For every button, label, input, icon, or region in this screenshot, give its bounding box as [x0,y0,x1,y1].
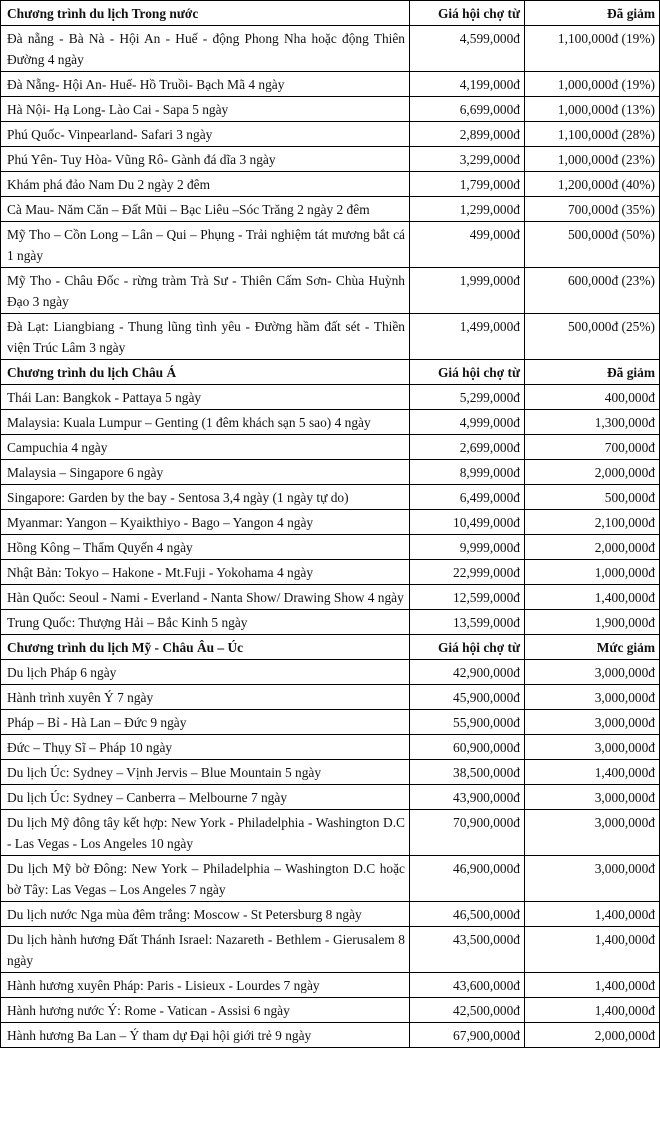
tour-name-cell: Nhật Bản: Tokyo – Hakone - Mt.Fuji - Yokohama 4 ngày [1,560,410,585]
tour-name-cell: Trung Quốc: Thượng Hải – Bắc Kinh 5 ngày [1,610,410,635]
table-row [1,460,660,485]
tour-name-cell: Phú Quốc- Vinpearland- Safari 3 ngày [1,122,410,147]
tour-name-cell: Du lịch Úc: Sydney – Canberra – Melbourne 7 ngày [1,785,410,810]
tour-name-cell: Đà Nẵng- Hội An- Huế- Hồ Truồi- Bạch Mã 4 ngày [1,72,410,97]
fair-price-cell: 55,900,000đ [410,710,525,735]
table-row [1,147,660,172]
tour-name-cell: Đức – Thụy Sĩ – Pháp 10 ngày [1,735,410,760]
discount-cell: 1,200,000đ (40%) [525,172,660,197]
discount-cell: 3,000,000đ [525,785,660,810]
table-row [1,585,660,610]
fair-price-cell: 43,500,000đ [410,927,525,973]
table-row [1,685,660,710]
discount-cell: 1,000,000đ [525,560,660,585]
tour-name-cell: Mỹ Tho – Cồn Long – Lân – Qui – Phụng - Trải nghiệm tát mương bắt cá 1 ngày [1,222,410,268]
discount-cell: 1,400,000đ [525,585,660,610]
table-row [1,973,660,998]
discount-cell: 2,100,000đ [525,510,660,535]
section-header-row [1,1,660,26]
fair-price-cell: 1,799,000đ [410,172,525,197]
price-column-header: Giá hội chợ từ [410,1,525,26]
fair-price-cell: 22,999,000đ [410,560,525,585]
table-row [1,97,660,122]
discount-cell: 3,000,000đ [525,810,660,856]
discount-cell: 1,300,000đ [525,410,660,435]
tour-name-cell: Singapore: Garden by the bay - Sentosa 3,4 ngày (1 ngày tự do) [1,485,410,510]
tour-name-cell: Du lịch Úc: Sydney – Vịnh Jervis – Blue Mountain 5 ngày [1,760,410,785]
discount-cell: 700,000đ (35%) [525,197,660,222]
fair-price-cell: 12,599,000đ [410,585,525,610]
discount-cell: 1,900,000đ [525,610,660,635]
table-row [1,735,660,760]
fair-price-cell: 45,900,000đ [410,685,525,710]
section-title: Chương trình du lịch Châu Á [1,360,410,385]
section-header-row [1,635,660,660]
tour-name-cell: Hành hương nước Ý: Rome - Vatican - Assisi 6 ngày [1,998,410,1023]
tour-name-cell: Hà Nội- Hạ Long- Lào Cai - Sapa 5 ngày [1,97,410,122]
discount-cell: 400,000đ [525,385,660,410]
fair-price-cell: 2,699,000đ [410,435,525,460]
tour-table-body [1,1,660,1048]
fair-price-cell: 6,699,000đ [410,97,525,122]
fair-price-cell: 38,500,000đ [410,760,525,785]
tour-name-cell: Hành trình xuyên Ý 7 ngày [1,685,410,710]
discount-cell: 3,000,000đ [525,660,660,685]
price-column-header: Giá hội chợ từ [410,635,525,660]
discount-cell: 3,000,000đ [525,685,660,710]
discount-cell: 1,400,000đ [525,973,660,998]
discount-cell: 2,000,000đ [525,1023,660,1048]
discount-cell: 1,400,000đ [525,760,660,785]
discount-column-header: Đã giảm [525,1,660,26]
table-row [1,760,660,785]
discount-cell: 1,000,000đ (19%) [525,72,660,97]
fair-price-cell: 1,299,000đ [410,197,525,222]
fair-price-cell: 10,499,000đ [410,510,525,535]
table-row [1,385,660,410]
tour-name-cell: Cà Mau- Năm Căn – Đất Mũi – Bạc Liêu –Sóc Trăng 2 ngày 2 đêm [1,197,410,222]
table-row [1,122,660,147]
fair-price-cell: 4,199,000đ [410,72,525,97]
price-column-header: Giá hội chợ từ [410,360,525,385]
tour-name-cell: Du lịch hành hương Đất Thánh Israel: Nazareth - Bethlem - Gierusalem 8 ngày [1,927,410,973]
table-row [1,72,660,97]
discount-cell: 3,000,000đ [525,856,660,902]
table-row [1,197,660,222]
table-row [1,172,660,197]
tour-name-cell: Thái Lan: Bangkok - Pattaya 5 ngày [1,385,410,410]
table-row [1,927,660,973]
table-row [1,268,660,314]
table-row [1,510,660,535]
discount-cell: 600,000đ (23%) [525,268,660,314]
tour-name-cell: Myanmar: Yangon – Kyaikthiyo - Bago – Yangon 4 ngày [1,510,410,535]
discount-cell: 3,000,000đ [525,735,660,760]
table-row [1,26,660,72]
fair-price-cell: 42,900,000đ [410,660,525,685]
tour-name-cell: Mỹ Tho - Châu Đốc - rừng tràm Trà Sư - Thiên Cấm Sơn- Chùa Huỳnh Đạo 3 ngày [1,268,410,314]
fair-price-cell: 8,999,000đ [410,460,525,485]
fair-price-cell: 2,899,000đ [410,122,525,147]
discount-cell: 500,000đ (25%) [525,314,660,360]
tour-name-cell: Du lịch Mỹ đông tây kết hợp: New York - Philadelphia - Washington D.C - Las Vegas - Los Angeles 10 ngày [1,810,410,856]
tour-name-cell: Pháp – Bỉ - Hà Lan – Đức 9 ngày [1,710,410,735]
table-row [1,485,660,510]
discount-cell: 500,000đ [525,485,660,510]
fair-price-cell: 1,999,000đ [410,268,525,314]
section-title: Chương trình du lịch Mỹ - Châu Âu – Úc [1,635,410,660]
table-row [1,560,660,585]
fair-price-cell: 5,299,000đ [410,385,525,410]
fair-price-cell: 499,000đ [410,222,525,268]
fair-price-cell: 43,600,000đ [410,973,525,998]
fair-price-cell: 43,900,000đ [410,785,525,810]
fair-price-cell: 67,900,000đ [410,1023,525,1048]
fair-price-cell: 60,900,000đ [410,735,525,760]
tour-name-cell: Du lịch nước Nga mùa đêm trắng: Moscow - St Petersburg 8 ngày [1,902,410,927]
tour-name-cell: Malaysia – Singapore 6 ngày [1,460,410,485]
tour-name-cell: Malaysia: Kuala Lumpur – Genting (1 đêm khách sạn 5 sao) 4 ngày [1,410,410,435]
table-row [1,610,660,635]
discount-column-header: Đã giảm [525,360,660,385]
table-row [1,435,660,460]
tour-name-cell: Du lịch Pháp 6 ngày [1,660,410,685]
tour-name-cell: Du lịch Mỹ bờ Đông: New York – Philadelphia – Washington D.C hoặc bờ Tây: Las Vegas – Los Angeles 7 ngày [1,856,410,902]
table-row [1,856,660,902]
discount-cell: 500,000đ (50%) [525,222,660,268]
tour-name-cell: Campuchia 4 ngày [1,435,410,460]
discount-column-header: Mức giảm [525,635,660,660]
discount-cell: 1,400,000đ [525,927,660,973]
tour-name-cell: Phú Yên- Tuy Hòa- Vũng Rô- Gành đá dĩa 3 ngày [1,147,410,172]
table-row [1,710,660,735]
table-row [1,810,660,856]
section-header-row [1,360,660,385]
tour-name-cell: Đà Lạt: Liangbiang - Thung lũng tình yêu - Đường hầm đất sét - Thiền viện Trúc Lâm 3 ngày [1,314,410,360]
discount-cell: 1,400,000đ [525,998,660,1023]
discount-cell: 1,400,000đ [525,902,660,927]
fair-price-cell: 1,499,000đ [410,314,525,360]
fair-price-cell: 46,900,000đ [410,856,525,902]
table-row [1,902,660,927]
table-row [1,785,660,810]
fair-price-cell: 4,999,000đ [410,410,525,435]
tour-name-cell: Hàn Quốc: Seoul - Nami - Everland - Nanta Show/ Drawing Show 4 ngày [1,585,410,610]
tour-name-cell: Hành hương xuyên Pháp: Paris - Lisieux - Lourdes 7 ngày [1,973,410,998]
tour-name-cell: Khám phá đảo Nam Du 2 ngày 2 đêm [1,172,410,197]
tour-name-cell: Đà nẵng - Bà Nà - Hội An - Huế - động Phong Nha hoặc động Thiên Đường 4 ngày [1,26,410,72]
fair-price-cell: 6,499,000đ [410,485,525,510]
discount-cell: 700,000đ [525,435,660,460]
section-title: Chương trình du lịch Trong nước [1,1,410,26]
fair-price-cell: 9,999,000đ [410,535,525,560]
fair-price-cell: 46,500,000đ [410,902,525,927]
fair-price-cell: 13,599,000đ [410,610,525,635]
discount-cell: 2,000,000đ [525,460,660,485]
discount-cell: 1,100,000đ (28%) [525,122,660,147]
tour-name-cell: Hồng Kông – Thẩm Quyến 4 ngày [1,535,410,560]
fair-price-cell: 70,900,000đ [410,810,525,856]
discount-cell: 1,100,000đ (19%) [525,26,660,72]
fair-price-cell: 42,500,000đ [410,998,525,1023]
tour-name-cell: Hành hương Ba Lan – Ý tham dự Đại hội giới trẻ 9 ngày [1,1023,410,1048]
fair-price-cell: 4,599,000đ [410,26,525,72]
discount-cell: 1,000,000đ (13%) [525,97,660,122]
discount-cell: 2,000,000đ [525,535,660,560]
fair-price-cell: 3,299,000đ [410,147,525,172]
table-row [1,314,660,360]
table-row [1,998,660,1023]
discount-cell: 3,000,000đ [525,710,660,735]
table-row [1,660,660,685]
table-row [1,222,660,268]
table-row [1,410,660,435]
table-row [1,535,660,560]
table-row [1,1023,660,1048]
discount-cell: 1,000,000đ (23%) [525,147,660,172]
